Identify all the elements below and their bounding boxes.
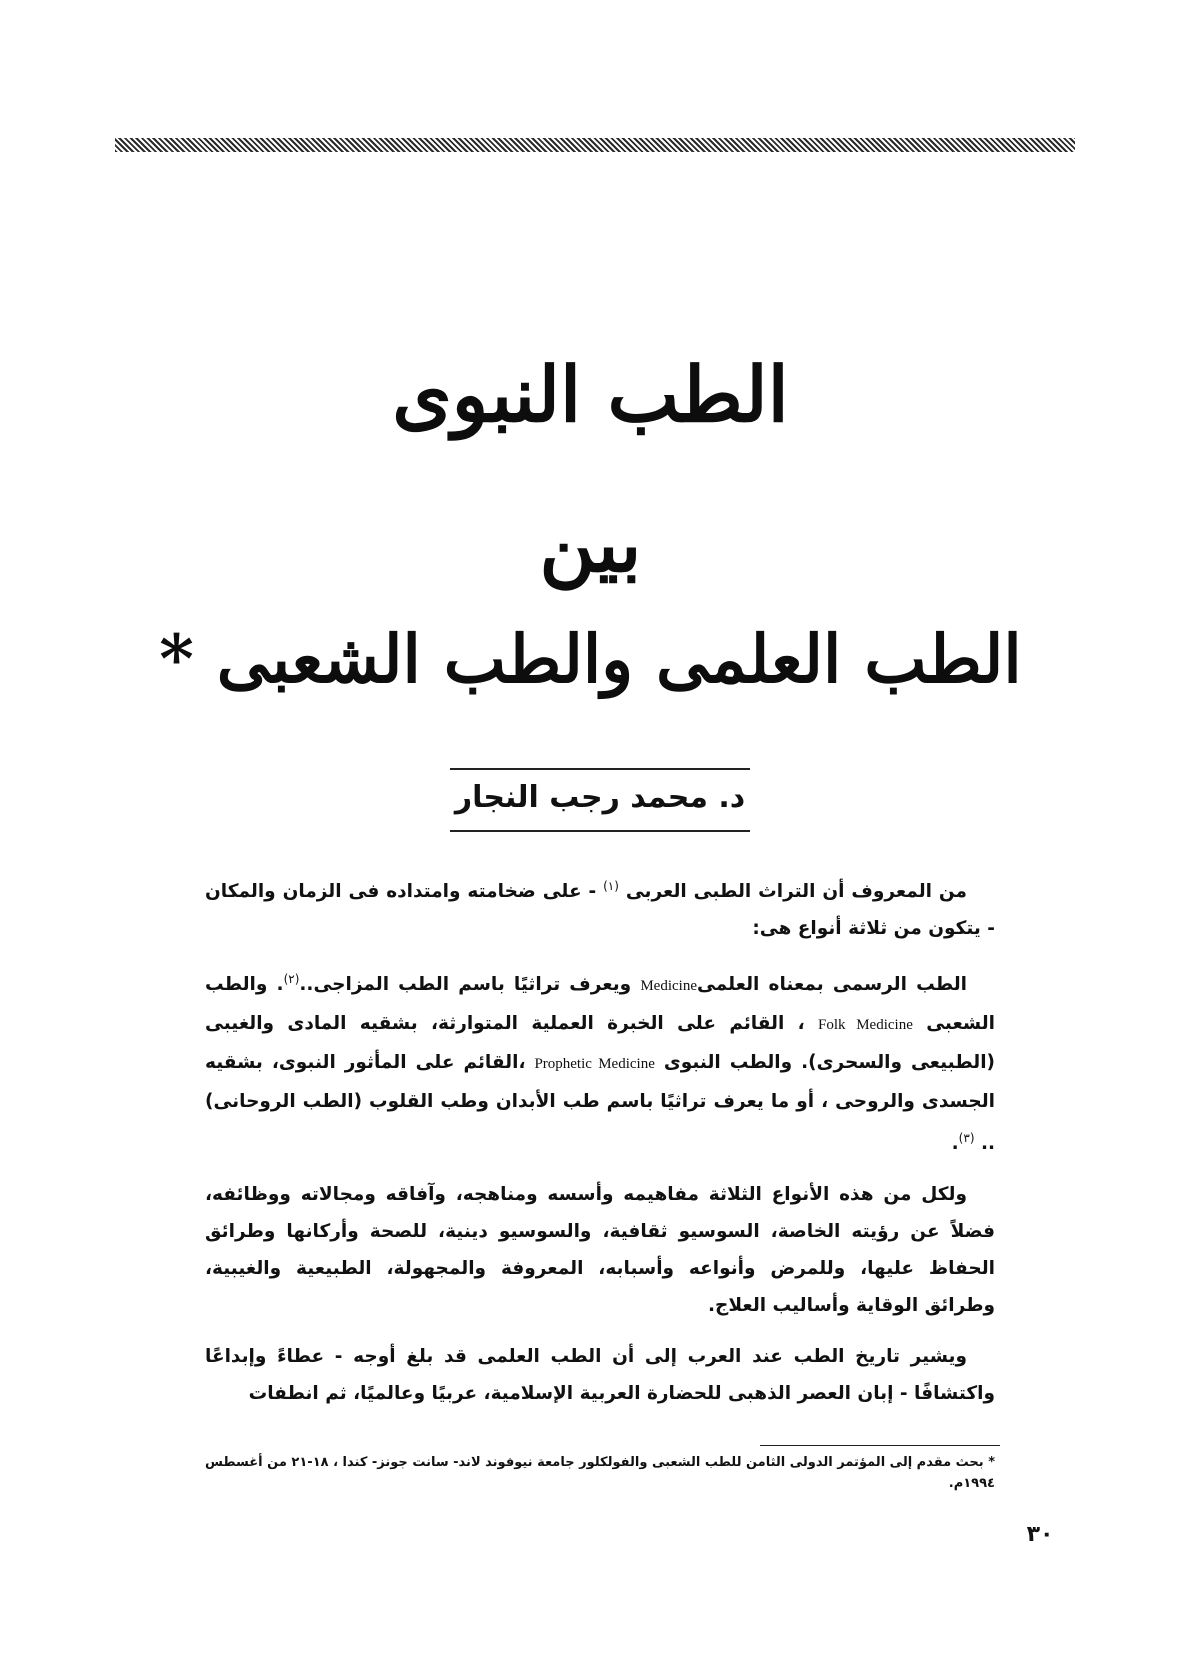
footnote-ref-2: (٢) xyxy=(283,972,300,987)
author-rule-top xyxy=(450,768,750,770)
p2-text-d: ، القائم على الخبرة العملية المتوارثة، بشقيه المادى والغيبى (الطبيعى والسحرى). والطب النبوى xyxy=(205,1013,995,1074)
paragraph-4: ويشير تاريخ الطب عند العرب إلى أن الطب العلمى قد بلغ أوجه - عطاءً وإبداعًا واكتشافًا - إبان العصر الذهبى للحضارة العربية الإسلامية، عربيًا وعالميًا، ثم انطفات xyxy=(205,1346,995,1405)
p2-text-e: ،القائم على المأثور النبوى، بشقيه الجسدى والروحى ، أو ما يعرف تراثيًا باسم طب الأبدان وطب القلوب (الطب الروحانى) .. xyxy=(205,1052,995,1155)
p2-text-f: . xyxy=(951,1133,959,1155)
article-body xyxy=(205,868,995,1426)
paragraph-1 xyxy=(205,868,995,947)
footnote-ref-3: (٣) xyxy=(958,1131,975,1146)
header-hatched-rule xyxy=(115,138,1075,152)
paragraph-2 xyxy=(205,961,995,1162)
title-line-2: بين xyxy=(539,500,642,589)
term-prophetic-medicine: Prophetic Medicine xyxy=(534,1056,655,1073)
page-number: ٣٠ xyxy=(1026,1522,1054,1547)
term-medicine: Medicine xyxy=(640,978,697,995)
title-line-1: الطب النبوى xyxy=(392,350,789,439)
footnote: * بحث مقدم إلى المؤتمر الدولى الثامن للطب الشعبى والفولكلور جامعة نيوفوند لاند- سانت جونز- كندا ، ١٨-٢١ من أغسطس ١٩٩٤م. xyxy=(205,1455,995,1491)
p2-text-b: ويعرف تراثيًا باسم الطب المزاجى.. xyxy=(299,974,641,996)
author-name: د. محمد رجب النجار xyxy=(454,780,746,815)
paragraph-3: ولكل من هذه الأنواع الثلاثة مفاهيمه وأسسه ومناهجه، وآفاقه ومجالاته ووظائفه، فضلاً عن رؤيته الخاصة، السوسيو ثقافية، والسوسيو دينية، للصحة وأركانها وطرائق الحفاظ عليها، وللمرض وأنواعه وأسبابه، المعروفة والمجهولة، الطبيعية والغيبية، وطرائق الوقاية وأساليب العلاج. xyxy=(205,1184,995,1317)
footnote-rule xyxy=(760,1445,1000,1446)
p1-text-b: - على ضخامته وامتداده فى الزمان والمكان - يتكون من ثلاثة أنواع هى: xyxy=(205,881,995,940)
term-folk-medicine: Folk Medicine xyxy=(818,1017,913,1034)
footnote-ref-1: (١) xyxy=(603,879,619,893)
author-rule-bottom xyxy=(450,830,750,832)
p2-text-c: . والطب الشعبى xyxy=(205,974,996,1035)
p2-text-a: الطب الرسمى بمعناه العلمى xyxy=(696,974,967,996)
p1-text-a: من المعروف أن التراث الطبى العربى xyxy=(625,881,967,903)
title-line-3: الطب العلمى والطب الشعبى * xyxy=(159,620,1022,698)
